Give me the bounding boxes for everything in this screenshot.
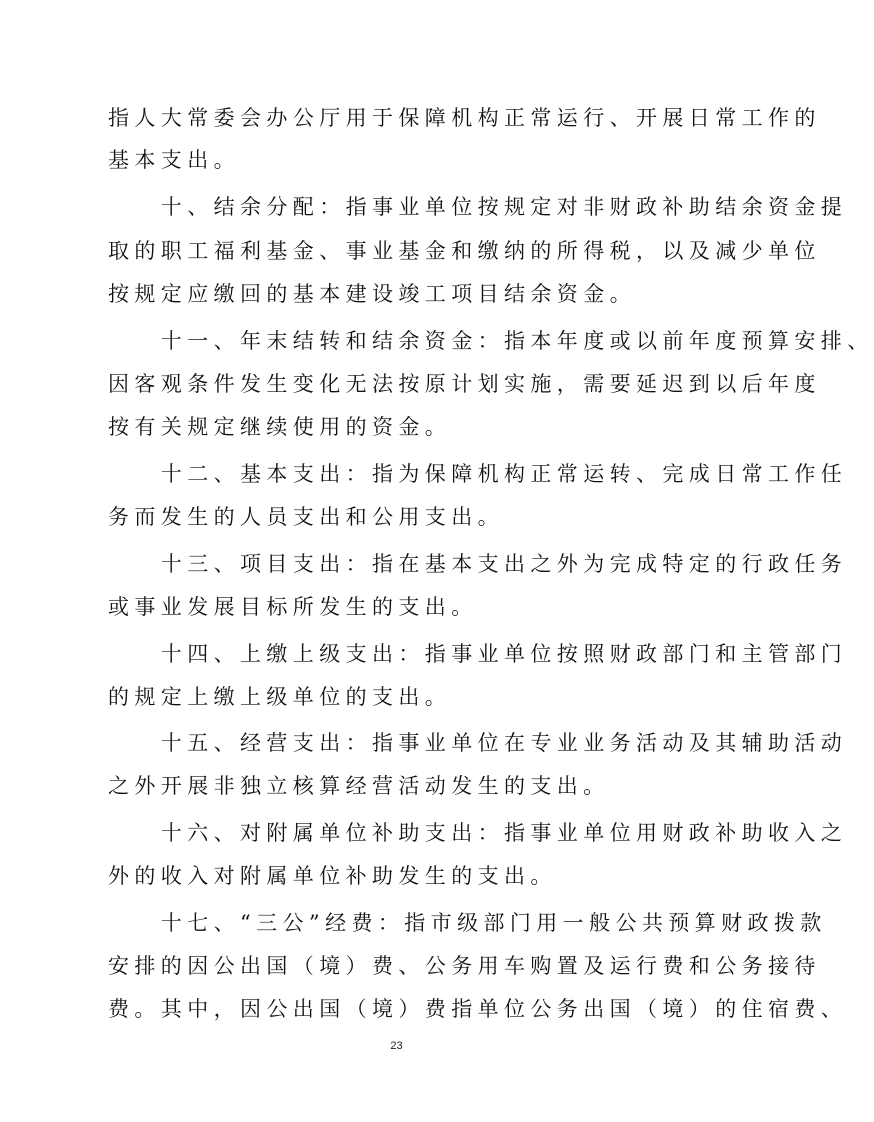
text-line: 十一、年末结转和结余资金：指本年度或以前年度预算安排、 [108,329,874,353]
text-line: 指人大常委会办公厅用于保障机构正常运行、开展日常工作的 [108,106,821,130]
text-line: 之外开展非独立核算经营活动发生的支出。 [108,774,610,798]
page-number: 23 [390,1040,403,1052]
text-line: 按规定应缴回的基本建设竣工项目结余资金。 [108,282,636,306]
text-line: 十三、项目支出：指在基本支出之外为完成特定的行政任务 [108,552,848,576]
text-line: 或事业发展目标所发生的支出。 [108,595,478,619]
text-line: 安排的因公出国（境）费、公务用车购置及运行费和公务接待 [108,954,821,978]
text-line: 外的收入对附属单位补助发生的支出。 [108,864,557,888]
text-line: 十六、对附属单位补助支出：指事业单位用财政补助收入之 [108,821,848,845]
text-line: 因客观条件发生变化无法按原计划实施，需要延迟到以后年度 [108,372,821,396]
text-line: 按有关规定继续使用的资金。 [108,415,452,439]
text-line: 费。其中，因公出国（境）费指单位公务出国（境）的住宿费、 [108,997,848,1021]
text-line: 十四、上缴上级支出：指事业单位按照财政部门和主管部门 [108,642,848,666]
text-line: 十二、基本支出：指为保障机构正常运转、完成日常工作任 [108,462,848,486]
text-line: 务而发生的人员支出和公用支出。 [108,505,504,529]
text-line: 十、结余分配：指事业单位按规定对非财政补助结余资金提 [108,195,848,219]
text-line: 的规定上缴上级单位的支出。 [108,685,452,709]
text-line: 取的职工福利基金、事业基金和缴纳的所得税，以及减少单位 [108,239,821,263]
text-line: 十五、经营支出：指事业单位在专业业务活动及其辅助活动 [108,731,848,755]
text-line: 基本支出。 [108,148,240,172]
text-line: 十七、“三公”经费：指市级部门用一般公共预算财政拨款 [108,911,827,935]
